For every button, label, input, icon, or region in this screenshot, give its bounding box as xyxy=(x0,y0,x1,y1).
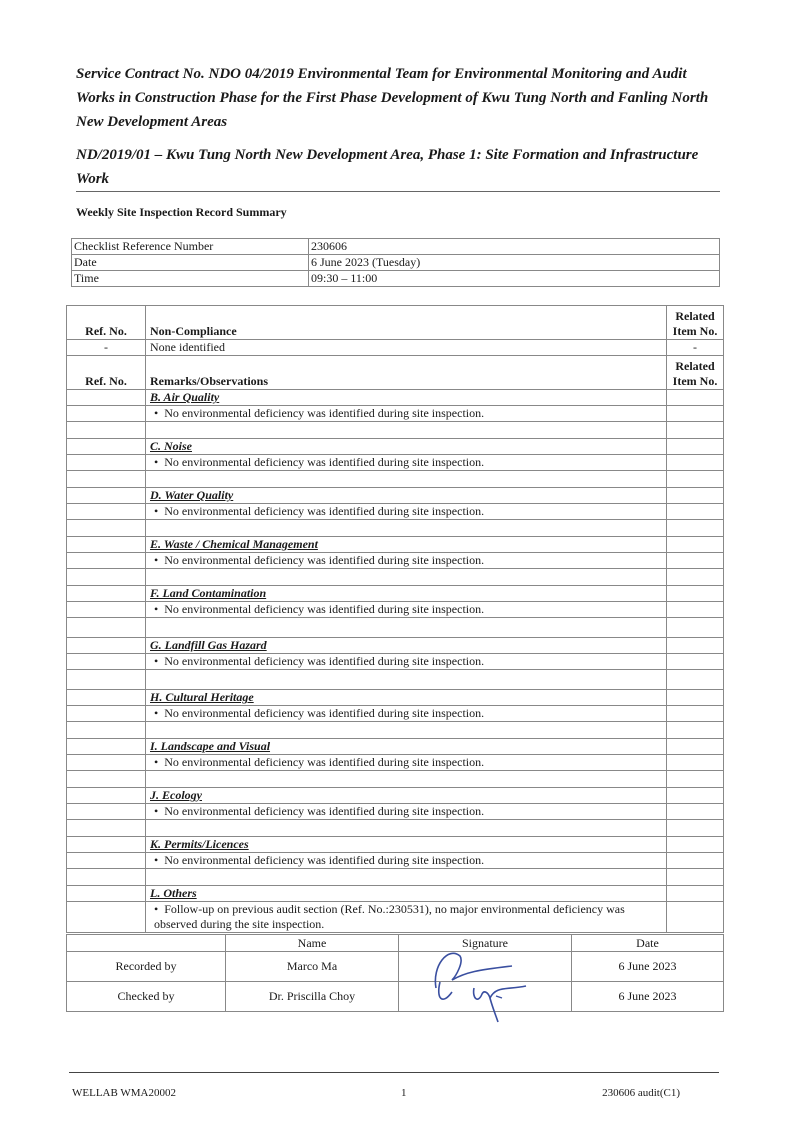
spacer-row xyxy=(67,618,724,638)
signoff-name: Marco Ma xyxy=(226,952,399,982)
remarks-header: Remarks/Observations xyxy=(146,356,667,390)
footer-left: WELLAB WMA20002 xyxy=(72,1087,176,1099)
record-subtitle: Weekly Site Inspection Record Summary xyxy=(76,205,287,219)
related-cell xyxy=(667,706,724,722)
observation-row xyxy=(67,853,724,869)
ref-cell xyxy=(67,439,146,455)
signoff-row xyxy=(67,952,724,982)
footer-right: 230606 audit(C1) xyxy=(602,1087,680,1099)
section-title-text: E. Waste / Chemical Management xyxy=(150,537,318,551)
section-title-row xyxy=(67,586,724,602)
ref-cell xyxy=(67,586,146,602)
ref-cell xyxy=(67,406,146,422)
observation-text: • No environmental deficiency was identified during site inspection. xyxy=(150,654,662,669)
observation-cell xyxy=(146,853,667,869)
signoff-role: Checked by xyxy=(67,982,226,1012)
ref-cell xyxy=(67,569,146,586)
ref-cell xyxy=(67,537,146,553)
ref-cell xyxy=(67,837,146,853)
info-label: Date xyxy=(72,255,309,271)
blank-cell xyxy=(146,771,667,788)
observation-cell xyxy=(146,602,667,618)
section-title-text: I. Landscape and Visual xyxy=(150,739,271,753)
observation-text: • No environmental deficiency was identified during site inspection. xyxy=(150,755,662,770)
observation-text: • No environmental deficiency was identified during site inspection. xyxy=(150,706,662,721)
spacer-row xyxy=(67,771,724,788)
signature-cell xyxy=(399,982,572,1012)
related-cell xyxy=(667,886,724,902)
related-cell xyxy=(667,553,724,569)
section-title-row xyxy=(67,638,724,654)
observation-row xyxy=(67,602,724,618)
section-title-row xyxy=(67,886,724,902)
info-row xyxy=(72,271,720,287)
related-cell xyxy=(667,722,724,739)
ref-cell xyxy=(67,788,146,804)
related-cell xyxy=(667,654,724,670)
section-title xyxy=(146,739,667,755)
section-title-text: L. Others xyxy=(150,886,197,900)
observation-text: • Follow-up on previous audit section (Ref. No.:230531), no major environmental deficiency was observed during the site inspection. xyxy=(150,902,662,932)
section-title-row xyxy=(67,488,724,504)
noncompliance-ref: - xyxy=(67,340,146,356)
related-cell xyxy=(667,439,724,455)
blank-cell xyxy=(146,820,667,837)
section-title-text: H. Cultural Heritage xyxy=(150,690,254,704)
ref-cell xyxy=(67,520,146,537)
ref-header: Ref. No. xyxy=(67,356,146,390)
blank-cell xyxy=(146,618,667,638)
related-cell xyxy=(667,837,724,853)
observation-text: • No environmental deficiency was identified during site inspection. xyxy=(150,406,662,421)
related-cell xyxy=(667,820,724,837)
observation-row xyxy=(67,504,724,520)
observation-row xyxy=(67,553,724,569)
observation-row xyxy=(67,654,724,670)
section-title xyxy=(146,638,667,654)
ref-cell xyxy=(67,553,146,569)
ref-cell xyxy=(67,869,146,886)
noncompliance-text: None identified xyxy=(146,340,667,356)
contract-title: Service Contract No. NDO 04/2019 Environmental Team for Environmental Monitoring and Audit Works in Construction Phase for the First Phase Development of Kwu Tung North and Fanling North New Development Areas xyxy=(76,66,709,130)
signature-header: Signature xyxy=(399,935,572,952)
section-title-text: K. Permits/Licences xyxy=(150,837,249,851)
footer-divider xyxy=(69,1072,719,1073)
ref-cell xyxy=(67,706,146,722)
observation-row xyxy=(67,804,724,820)
ref-cell xyxy=(67,755,146,771)
spacer-row xyxy=(67,520,724,537)
related-cell xyxy=(667,869,724,886)
ref-cell xyxy=(67,455,146,471)
signoff-date: 6 June 2023 xyxy=(572,952,724,982)
section-title-text: G. Landfill Gas Hazard xyxy=(150,638,267,652)
ref-cell xyxy=(67,853,146,869)
section-title-row xyxy=(67,390,724,406)
page-number: 1 xyxy=(401,1087,407,1099)
observation-text: • No environmental deficiency was identified during site inspection. xyxy=(150,504,662,519)
related-cell xyxy=(667,853,724,869)
noncompliance-header: Non-Compliance xyxy=(146,306,667,340)
observation-cell xyxy=(146,553,667,569)
related-cell xyxy=(667,471,724,488)
observation-cell xyxy=(146,755,667,771)
section-title-row xyxy=(67,739,724,755)
ref-cell xyxy=(67,771,146,788)
date-header: Date xyxy=(572,935,724,952)
related-header: Related Item No. xyxy=(667,306,724,340)
observation-cell xyxy=(146,804,667,820)
section-title-row xyxy=(67,537,724,553)
section-title-text: F. Land Contamination xyxy=(150,586,267,600)
observation-row xyxy=(67,455,724,471)
related-cell xyxy=(667,771,724,788)
blank-cell xyxy=(146,520,667,537)
spacer-row xyxy=(67,569,724,586)
section-title xyxy=(146,837,667,853)
info-row xyxy=(72,255,720,271)
related-cell xyxy=(667,902,724,933)
signoff-header-row xyxy=(67,935,724,952)
ref-cell xyxy=(67,654,146,670)
related-cell xyxy=(667,406,724,422)
info-label: Time xyxy=(72,271,309,287)
noncompliance-row xyxy=(67,340,724,356)
related-cell xyxy=(667,520,724,537)
observation-row xyxy=(67,755,724,771)
name-header: Name xyxy=(226,935,399,952)
section-title-row xyxy=(67,837,724,853)
section-title-row xyxy=(67,788,724,804)
observation-text: • No environmental deficiency was identified during site inspection. xyxy=(150,553,662,568)
related-cell xyxy=(667,390,724,406)
ref-cell xyxy=(67,670,146,690)
blank-cell xyxy=(146,471,667,488)
project-title: ND/2019/01 – Kwu Tung North New Development Area, Phase 1: Site Formation and Infrastructure Work xyxy=(76,147,699,187)
related-cell xyxy=(667,739,724,755)
related-cell xyxy=(667,455,724,471)
related-header: Related Item No. xyxy=(667,356,724,390)
section-title xyxy=(146,886,667,902)
section-title xyxy=(146,390,667,406)
signature-cell xyxy=(399,952,572,982)
section-title-text: C. Noise xyxy=(150,439,192,453)
blank-cell xyxy=(146,569,667,586)
ref-header: Ref. No. xyxy=(67,306,146,340)
related-cell xyxy=(667,504,724,520)
observation-text: • No environmental deficiency was identified during site inspection. xyxy=(150,804,662,819)
ref-cell xyxy=(67,618,146,638)
spacer-row xyxy=(67,869,724,886)
section-title xyxy=(146,586,667,602)
observation-text: • No environmental deficiency was identified during site inspection. xyxy=(150,455,662,470)
observation-cell xyxy=(146,406,667,422)
spacer-row xyxy=(67,670,724,690)
blank-cell xyxy=(146,422,667,439)
blank-cell xyxy=(146,869,667,886)
observation-row xyxy=(67,406,724,422)
ref-cell xyxy=(67,804,146,820)
ref-cell xyxy=(67,602,146,618)
spacer-row xyxy=(67,471,724,488)
noncompliance-related: - xyxy=(667,340,724,356)
observation-row xyxy=(67,902,724,933)
signoff-date: 6 June 2023 xyxy=(572,982,724,1012)
observation-row xyxy=(67,706,724,722)
ref-cell xyxy=(67,886,146,902)
remarks-header-row xyxy=(67,356,724,390)
observation-cell xyxy=(146,654,667,670)
ref-cell xyxy=(67,471,146,488)
signoff-role: Recorded by xyxy=(67,952,226,982)
section-title xyxy=(146,537,667,553)
section-title xyxy=(146,439,667,455)
related-cell xyxy=(667,586,724,602)
related-cell xyxy=(667,602,724,618)
info-value: 230606 xyxy=(309,239,720,255)
section-title xyxy=(146,488,667,504)
related-cell xyxy=(667,569,724,586)
blank-cell xyxy=(146,670,667,690)
related-cell xyxy=(667,804,724,820)
observation-text: • No environmental deficiency was identified during site inspection. xyxy=(150,853,662,868)
observations-table xyxy=(66,305,724,933)
header-divider xyxy=(76,191,720,192)
section-title-row xyxy=(67,690,724,706)
spacer-row xyxy=(67,722,724,739)
signoff-blank-cell xyxy=(67,935,226,952)
blank-cell xyxy=(146,722,667,739)
section-title-text: D. Water Quality xyxy=(150,488,234,502)
ref-cell xyxy=(67,390,146,406)
related-cell xyxy=(667,422,724,439)
observations-body xyxy=(67,306,724,933)
inspection-info-table xyxy=(71,238,720,287)
section-title xyxy=(146,690,667,706)
spacer-row xyxy=(67,820,724,837)
observation-text: • No environmental deficiency was identified during site inspection. xyxy=(150,602,662,617)
ref-cell xyxy=(67,488,146,504)
section-title-row xyxy=(67,439,724,455)
section-title-text: B. Air Quality xyxy=(150,390,220,404)
observation-cell xyxy=(146,455,667,471)
signoff-table xyxy=(66,934,724,1012)
related-cell xyxy=(667,618,724,638)
signoff-name: Dr. Priscilla Choy xyxy=(226,982,399,1012)
ref-cell xyxy=(67,690,146,706)
noncompliance-header-row xyxy=(67,306,724,340)
info-value: 6 June 2023 (Tuesday) xyxy=(309,255,720,271)
spacer-row xyxy=(67,422,724,439)
ref-cell xyxy=(67,739,146,755)
ref-cell xyxy=(67,504,146,520)
ref-cell xyxy=(67,902,146,933)
info-row xyxy=(72,239,720,255)
observation-cell xyxy=(146,504,667,520)
related-cell xyxy=(667,788,724,804)
info-label: Checklist Reference Number xyxy=(72,239,309,255)
info-value: 09:30 – 11:00 xyxy=(309,271,720,287)
signoff-row xyxy=(67,982,724,1012)
section-title xyxy=(146,788,667,804)
related-cell xyxy=(667,670,724,690)
related-cell xyxy=(667,755,724,771)
ref-cell xyxy=(67,638,146,654)
related-cell xyxy=(667,537,724,553)
related-cell xyxy=(667,690,724,706)
ref-cell xyxy=(67,820,146,837)
related-cell xyxy=(667,488,724,504)
observation-cell xyxy=(146,706,667,722)
observation-cell xyxy=(146,902,667,933)
ref-cell xyxy=(67,422,146,439)
related-cell xyxy=(667,638,724,654)
section-title-text: J. Ecology xyxy=(150,788,202,802)
ref-cell xyxy=(67,722,146,739)
